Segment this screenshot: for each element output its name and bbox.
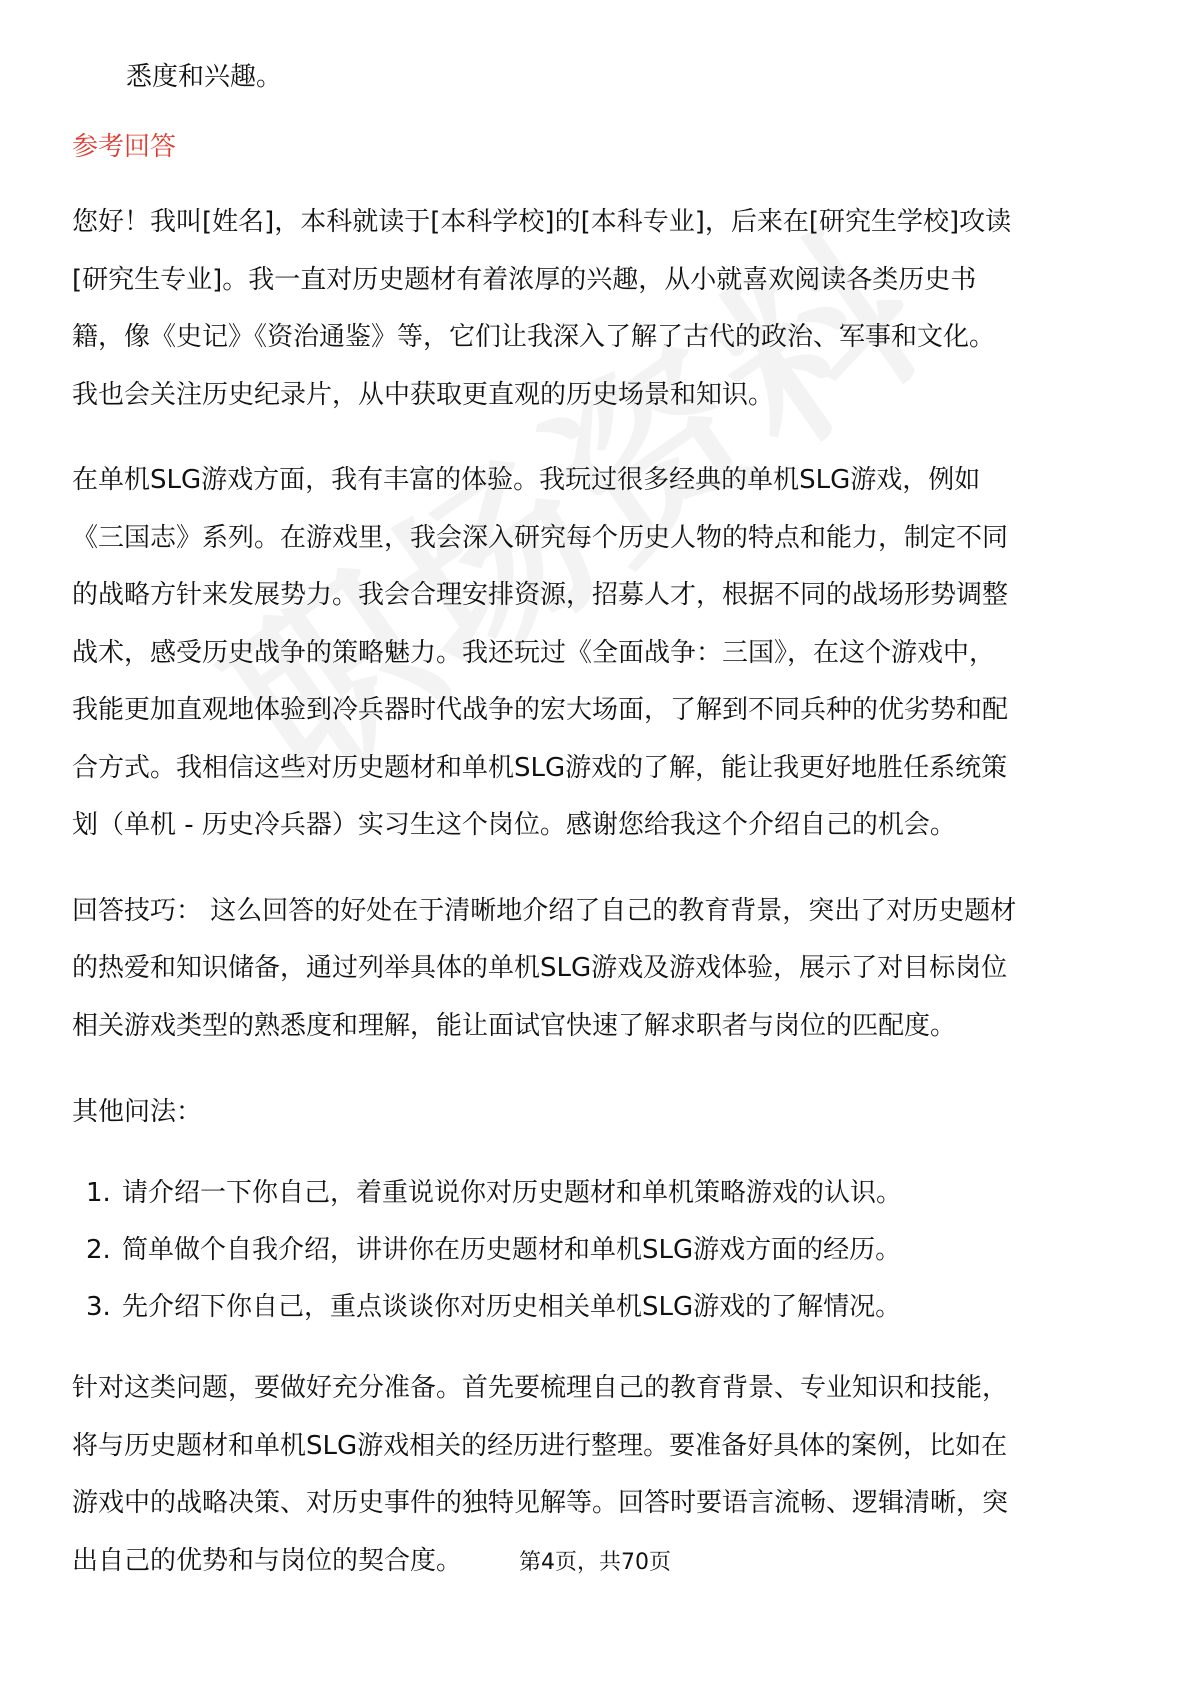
paragraph-line: 出自己的优势和与岗位的契合度。: [72, 1545, 463, 1576]
paragraph-line: 回答技巧： 这么回答的好处在于清晰地介绍了自己的教育背景，突出了对历史题材: [72, 895, 1017, 926]
paragraph-line: 《三国志》系列。在游戏里，我会深入研究每个历史人物的特点和能力，制定不同: [72, 522, 1009, 553]
paragraph-line: 将与历史题材和单机SLG游戏相关的经历进行整理。要准备好具体的案例，比如在: [72, 1430, 1008, 1461]
list-item: 3. 先介绍下你自己，重点谈谈你对历史相关单机SLG游戏的了解情况。: [86, 1292, 902, 1322]
paragraph-line: 在单机SLG游戏方面，我有丰富的体验。我玩过很多经典的单机SLG游戏，例如: [72, 465, 981, 495]
page-content: [72, 48, 1118, 1590]
intro-tail: 悉度和兴趣。: [126, 62, 283, 92]
paragraph-line: 我也会关注历史纪录片，从中获取更直观的历史场景和知识。: [72, 379, 775, 410]
paragraph-line: 相关游戏类型的熟悉度和理解，能让面试官快速了解求职者与岗位的匹配度。: [72, 1010, 957, 1041]
paragraph-line: 游戏中的战略决策、对历史事件的独特见解等。回答时要语言流畅、逻辑清晰，突: [72, 1488, 1009, 1518]
paragraph-line: 籍，像《史记》《资治通鉴》等，它们让我深入了解了古代的政治、军事和文化。: [72, 322, 996, 352]
tips-paragraph: [72, 883, 1118, 1056]
paragraph-line: 的热爱和知识储备，通过列举具体的单机SLG游戏及游戏体验，展示了对目标岗位: [72, 953, 1008, 983]
alternate-questions-list: [72, 1165, 1118, 1336]
list-item: 2. 简单做个自我介绍，讲讲你在历史题材和单机SLG游戏方面的经历。: [86, 1235, 902, 1265]
paragraph-line: 我能更加直观地体验到冷兵器时代战争的宏大场面，了解到不同兵种的优劣势和配: [72, 695, 1009, 725]
paragraph-line: 合方式。我相信这些对历史题材和单机SLG游戏的了解，能让我更好地胜任系统策: [72, 752, 1008, 783]
answer-paragraph-2: [72, 452, 1118, 855]
paragraph-line: [研究生专业]。我一直对历史题材有着浓厚的兴趣，从小就喜欢阅读各类历史书: [72, 264, 977, 295]
paragraph-line: 的战略方针来发展势力。我会合理安排资源，招募人才，根据不同的战场形势调整: [72, 580, 1009, 610]
list-item: 1. 请介绍一下你自己，着重说说你对历史题材和单机策略游戏的认识。: [86, 1178, 903, 1208]
section-heading: 参考回答: [72, 132, 177, 162]
paragraph-line: 您好！我叫[姓名]，本科就读于[本科学校]的[本科专业]，后来在[研究生学校]攻读: [72, 207, 1012, 237]
paragraph-line: 划（单机 - 历史冷兵器）实习生这个岗位。感谢您给我这个介绍自己的机会。: [72, 810, 956, 840]
answer-paragraph-1: [72, 194, 1118, 424]
paragraph-line: 针对这类问题，要做好充分准备。首先要梳理自己的教育背景、专业知识和技能，: [72, 1373, 1009, 1403]
page-number: 第4页，共70页: [519, 1550, 671, 1575]
paragraph-line: 战术，感受历史战争的策略魅力。我还玩过《全面战争：三国》，在这个游戏中，: [72, 637, 996, 668]
other-questions-label: 其他问法：: [72, 1097, 203, 1127]
